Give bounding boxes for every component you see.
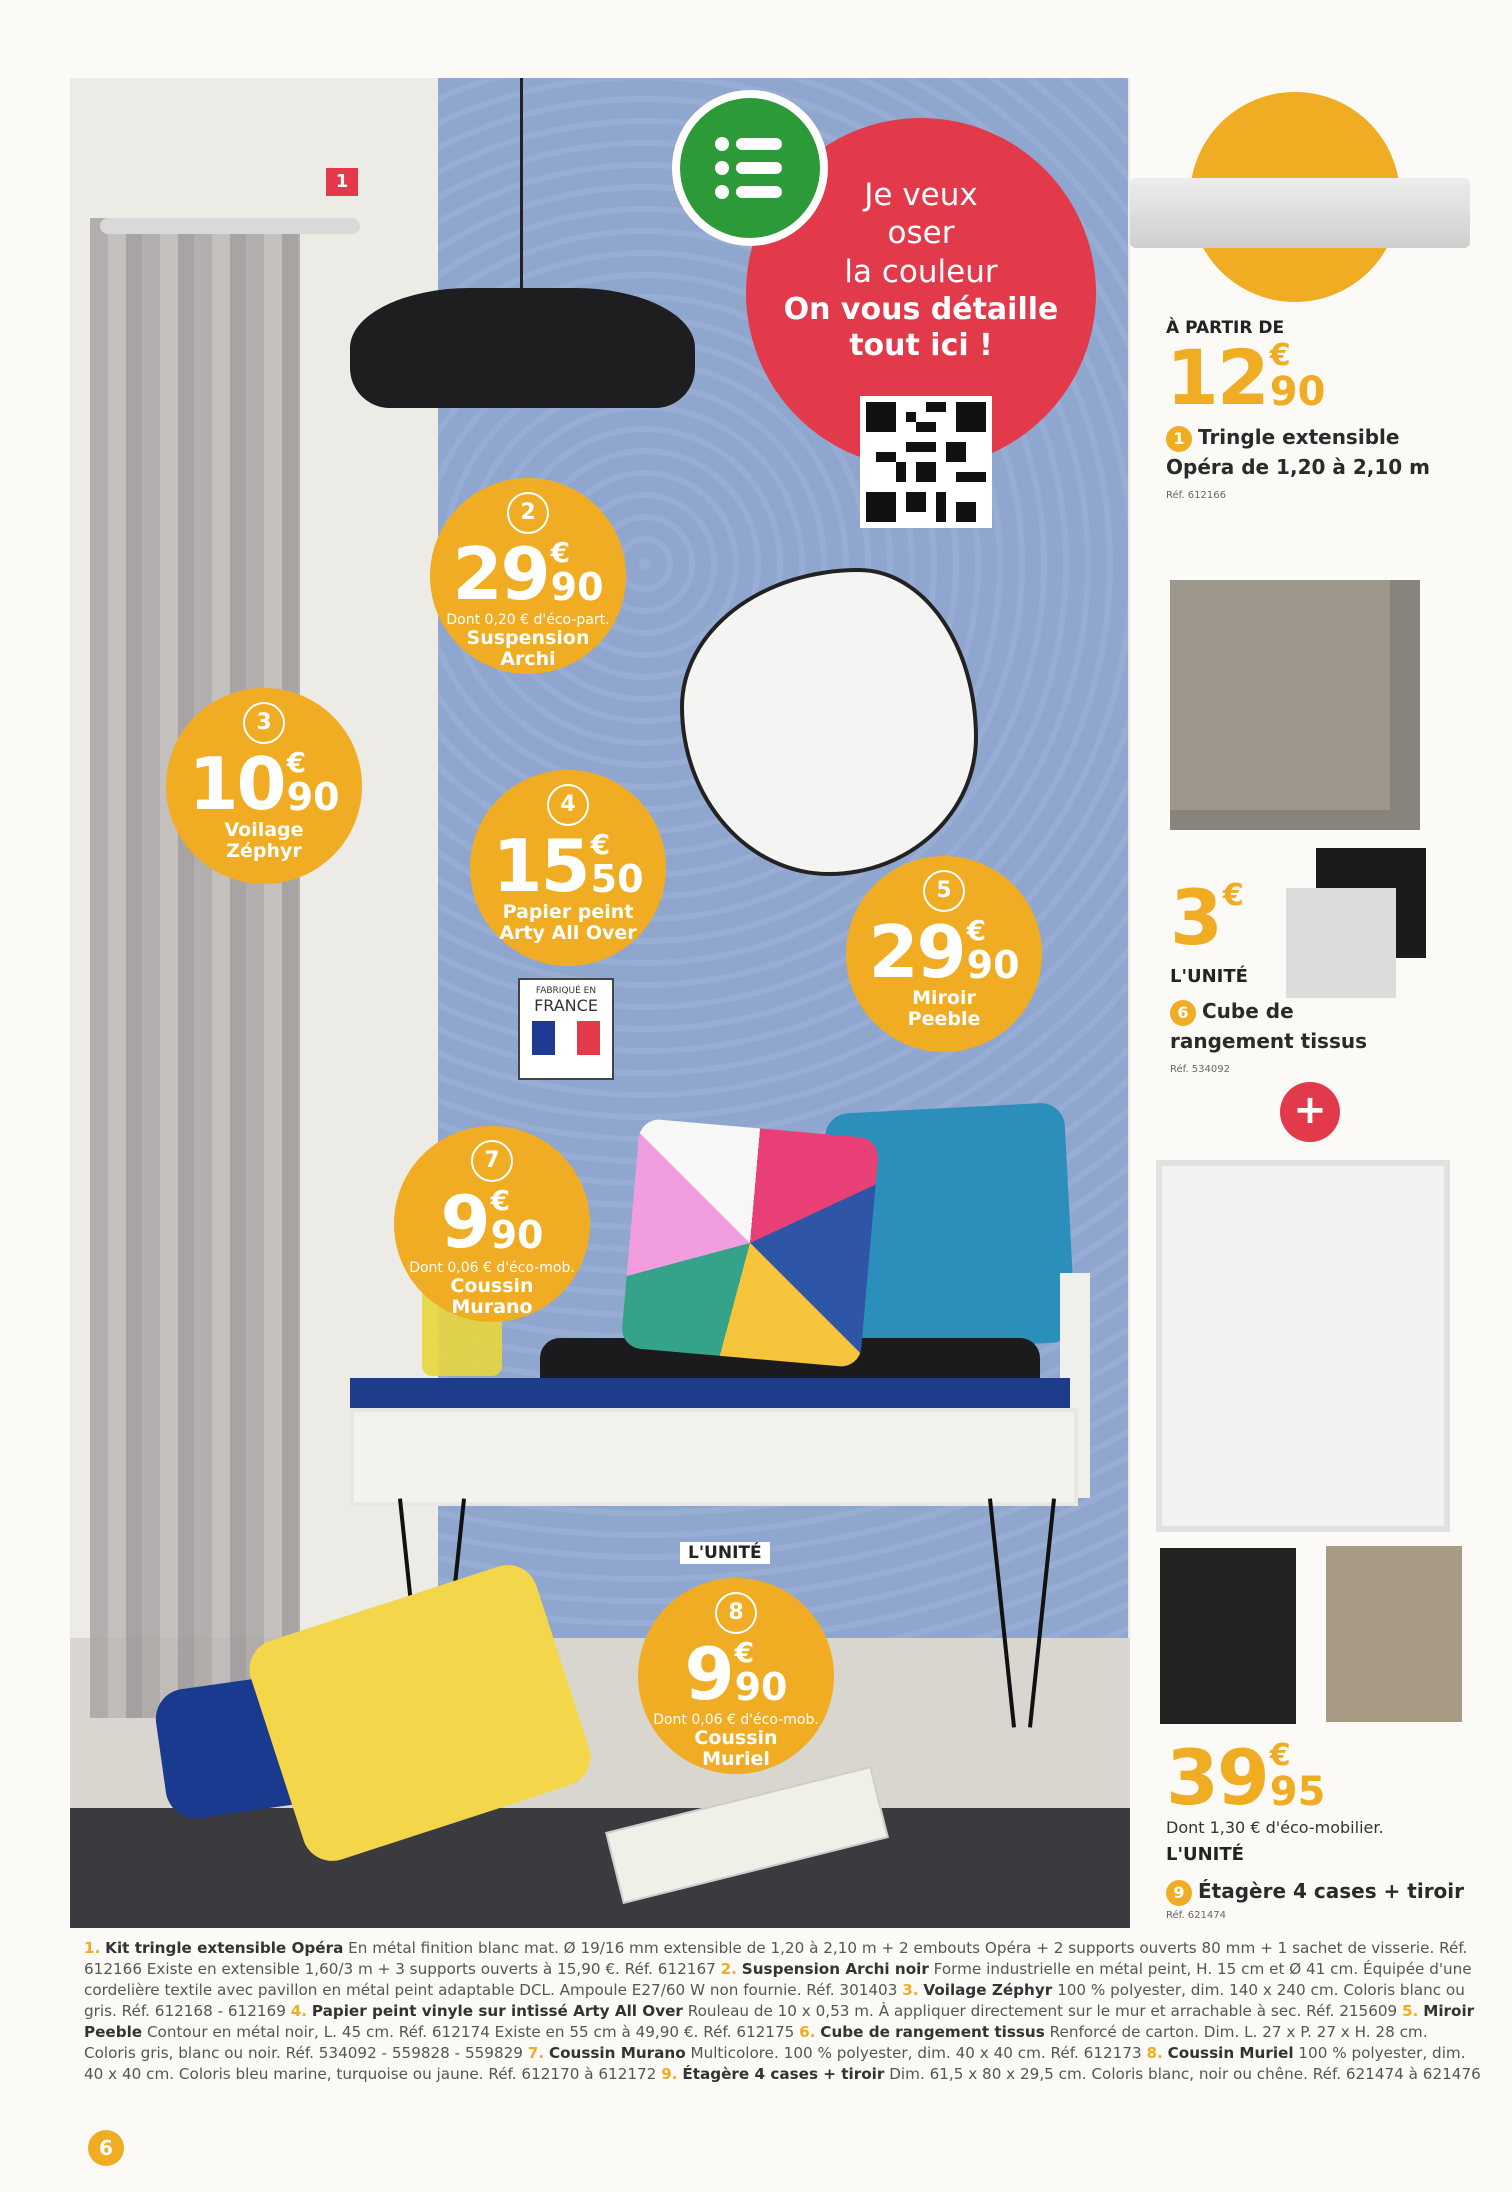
price-int: 29 xyxy=(452,532,549,616)
shelf-black-image xyxy=(1160,1548,1296,1724)
price-dec: 90 xyxy=(734,1665,788,1709)
unit-label: L'UNITÉ xyxy=(1170,966,1248,987)
product-label: Murano xyxy=(451,1296,533,1318)
product-label: Archi xyxy=(500,648,556,670)
product-name: 1 Tringle extensible xyxy=(1166,422,1399,452)
product-label: Peeble xyxy=(907,1008,981,1030)
price-dec: 90 xyxy=(1269,369,1326,415)
price-badge-coussin-muriel xyxy=(638,1578,834,1774)
product-label: Coussin xyxy=(450,1275,534,1297)
price-badge-suspension xyxy=(430,478,626,674)
price-int: 29 xyxy=(868,910,965,994)
promo-line: la couleur xyxy=(844,254,998,290)
curtain-image xyxy=(90,218,300,1718)
qr-code[interactable] xyxy=(860,396,992,528)
bench-top xyxy=(350,1378,1070,1408)
price-badge-coussin-murano xyxy=(394,1126,590,1322)
unit-label: L'UNITÉ xyxy=(1166,1844,1244,1865)
price-tringle xyxy=(1166,333,1326,422)
price-int: 39 xyxy=(1166,1733,1268,1822)
price-int: 12 xyxy=(1166,333,1268,422)
product-label: Papier peint xyxy=(502,901,634,923)
eco-note: Dont 0,06 € d'éco-mob. xyxy=(409,1260,575,1276)
from-label: À PARTIR DE xyxy=(1166,318,1285,338)
price xyxy=(846,910,1042,994)
unit-label: L'UNITÉ xyxy=(680,1542,770,1564)
item-number: 2 xyxy=(507,492,549,534)
currency: € xyxy=(1269,338,1291,373)
price-int: 10 xyxy=(188,742,285,826)
price-int: 9 xyxy=(684,1632,733,1716)
promo-line: On vous détaille xyxy=(783,292,1059,327)
flag-text: FRANCE xyxy=(534,996,598,1015)
currency: € xyxy=(1269,1738,1291,1773)
product-ref: Réf. 534092 xyxy=(1170,1064,1230,1075)
bench-shelf xyxy=(350,1408,1078,1506)
item-number: 6 xyxy=(1170,1000,1196,1026)
price xyxy=(166,742,362,826)
pendant-lamp-image xyxy=(350,288,695,408)
price-dec: 95 xyxy=(1269,1769,1326,1815)
item-number: 3 xyxy=(243,702,285,744)
item-number: 5 xyxy=(923,870,965,912)
storage-cube-grey-image xyxy=(1170,580,1420,830)
product-label: Miroir xyxy=(912,987,976,1009)
currency: € xyxy=(550,536,571,569)
product-name: rangement tissus xyxy=(1170,1029,1368,1053)
france-flag-icon xyxy=(532,1021,600,1055)
price xyxy=(394,1180,590,1264)
currency: € xyxy=(490,1184,511,1217)
storage-cube-white-image xyxy=(1286,888,1396,998)
page-number: 6 xyxy=(88,2130,124,2166)
price-dec: 90 xyxy=(550,565,604,609)
made-in-france-label xyxy=(518,978,614,1080)
price-int: 15 xyxy=(492,824,589,908)
product-descriptions: 1. Kit tringle extensible Opéra En métal finition blanc mat. Ø 19/16 mm extensible de 1,20 à 2,10 m + 2 embouts Opéra + 2 supports ouverts 80 mm + 1 sachet de visserie. Réf. 612166 Existe en extensible 1,60/3 m + 3 supports ouverts à 15,90 €. Réf. 612167 2. Suspension Archi noir Forme industrielle en métal peint, H. 15 cm et Ø 41 cm. Équipée d'une cordelière textile avec pavillon en métal peint adaptable DCL. Ampoule E27/60 W non fournie. Réf. 301403 3. Voilage Zéphyr 100 % polyester, dim. 140 x 240 cm. Coloris blanc ou gris. Réf. 612168 - 612169 4. Papier peint vinyle sur intissé Arty All Over Rouleau de 10 x 0,53 m. À appliquer directement sur le mur et arrachable à sec. Réf. 215609 5. Miroir Peeble Contour en métal noir, L. 45 cm. Réf. 612174 Existe en 55 cm à 49,90 €. Réf. 612175 6. Cube de rangement tissus Renforcé de carton. Dim. L. 27 x P. 27 x H. 28 cm. Coloris gris, blanc ou noir. Réf. 534092 - 559828 - 559829 7. Coussin Murano Multicolore. 100 % polyester, dim. 40 x 40 cm. Réf. 612173 8. Coussin Muriel 100 % polyester, dim. 40 x 40 cm. Coloris bleu marine, turquoise ou jaune. Réf. 612170 à 612172 9. Étagère 4 cases + tiroir Dim. 61,5 x 80 x 29,5 cm. Coloris blanc, noir ou chêne. Réf. 621474 à 621476 xyxy=(84,1939,1481,2083)
rug xyxy=(70,1808,1130,1928)
murano-pillow-image xyxy=(620,1118,879,1368)
item-number: 8 xyxy=(715,1592,757,1634)
product-name: Opéra de 1,20 à 2,10 m xyxy=(1166,455,1430,479)
currency: € xyxy=(1222,878,1244,913)
item-number: 9 xyxy=(1166,1880,1192,1906)
curtain-rod-product-image xyxy=(1130,178,1470,248)
price xyxy=(430,532,626,616)
product-name: 6 Cube de xyxy=(1170,996,1294,1026)
price-dec: 50 xyxy=(590,857,644,901)
price xyxy=(638,1632,834,1716)
price-int: 3 xyxy=(1170,873,1221,962)
curtain-rod-image xyxy=(100,218,360,234)
price-etagere xyxy=(1166,1733,1326,1822)
item-number: 1 xyxy=(1166,426,1192,452)
list-icon xyxy=(672,90,828,246)
eco-note: Dont 0,06 € d'éco-mob. xyxy=(653,1712,819,1728)
price-int: 9 xyxy=(440,1180,489,1264)
product-label: Coussin xyxy=(694,1727,778,1749)
currency: € xyxy=(734,1636,755,1669)
plus-icon: + xyxy=(1280,1082,1340,1142)
item-number: 4 xyxy=(547,784,589,826)
promo-line: oser xyxy=(887,215,955,251)
price-cube xyxy=(1170,873,1244,962)
shelf-white-image xyxy=(1156,1160,1450,1532)
eco-note: Dont 1,30 € d'éco-mobilier. xyxy=(1166,1818,1384,1837)
product-label: Muriel xyxy=(702,1748,770,1770)
product-ref: Réf. 612166 xyxy=(1166,490,1226,501)
eco-note: Dont 0,20 € d'éco-part. xyxy=(446,612,610,628)
item-number: 7 xyxy=(471,1140,513,1182)
price xyxy=(470,824,666,908)
product-ref: Réf. 621474 xyxy=(1166,1910,1226,1921)
item-tag-1: 1 xyxy=(326,168,358,196)
flag-text: FABRIQUÉ EN xyxy=(535,986,597,996)
product-label: Suspension xyxy=(466,627,590,649)
currency: € xyxy=(590,828,611,861)
product-name: 9 Étagère 4 cases + tiroir xyxy=(1166,1876,1464,1906)
product-label: Voilage xyxy=(224,819,304,841)
shelf-oak-image xyxy=(1326,1546,1462,1722)
price-dec: 90 xyxy=(286,775,340,819)
currency: € xyxy=(966,914,987,947)
product-label: Arty All Over xyxy=(499,922,637,944)
price-dec: 90 xyxy=(966,943,1020,987)
price-dec: 90 xyxy=(490,1213,544,1257)
lamp-cord xyxy=(520,78,523,288)
product-label: Zéphyr xyxy=(226,840,302,862)
promo-line: tout ici ! xyxy=(849,328,993,363)
currency: € xyxy=(286,746,307,779)
price-badge-miroir xyxy=(846,856,1042,1052)
promo-line: Je veux xyxy=(864,177,978,213)
price-badge-papier-peint xyxy=(470,770,666,966)
price-badge-voilage xyxy=(166,688,362,884)
